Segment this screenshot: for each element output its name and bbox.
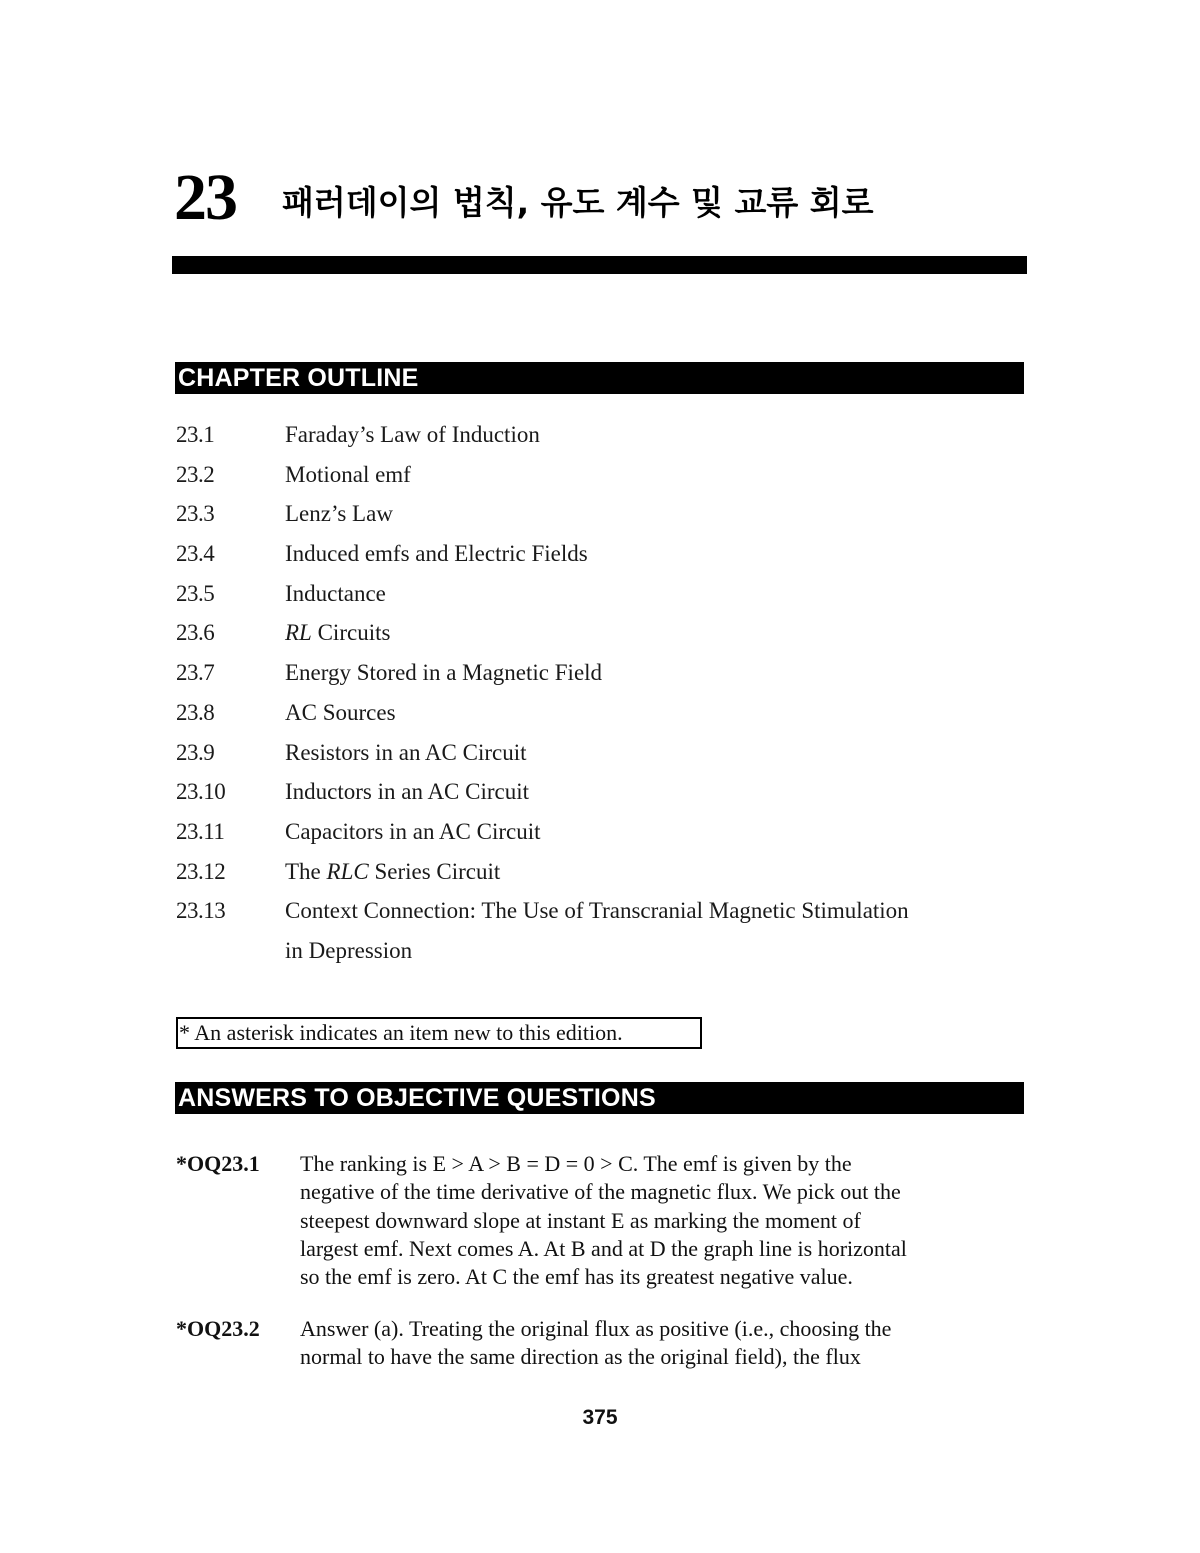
outline-item-number: 23.13 (176, 898, 226, 924)
outline-item-number: 23.11 (176, 818, 225, 844)
answer-body (300, 1315, 1020, 1372)
answer-line: normal to have the same direction as the original field), the flux (300, 1344, 861, 1370)
outline-item-number: 23.7 (176, 660, 215, 686)
outline-item (176, 653, 1016, 693)
answer-line: steepest downward slope at instant E as marking the moment of (300, 1207, 861, 1233)
answers-heading: ANSWERS TO OBJECTIVE QUESTIONS (178, 1084, 656, 1112)
chapter-outline-heading: CHAPTER OUTLINE (178, 364, 419, 392)
outline-item (176, 574, 1016, 614)
outline-item-number: 23.10 (176, 779, 226, 805)
outline-item-number: 23.4 (176, 541, 215, 567)
chapter-title: 패러데이의 법칙, 유도 계수 및 교류 회로 (282, 183, 874, 222)
answers-heading-bar (175, 1082, 1024, 1114)
answer-line: so the emf is zero. At C the emf has its greatest negative value. (300, 1264, 853, 1290)
outline-item-number: 23.1 (176, 422, 215, 447)
outline-item-title: Induced emfs and Electric Fields (285, 541, 588, 567)
asterisk-note-box: * An asterisk indicates an item new to this edition. (176, 1017, 702, 1049)
answer-label: *OQ23.2 (176, 1316, 260, 1341)
outline-item-title: Energy Stored in a Magnetic Field (285, 660, 603, 686)
outline-item-number: 23.12 (176, 858, 226, 884)
outline-item-title-continuation: in Depression (285, 937, 413, 963)
answer-line: negative of the time derivative of the magnetic flux. We pick out the (300, 1179, 901, 1205)
page-number: 375 (582, 1406, 618, 1429)
outline-item (176, 494, 1016, 534)
outline-item-number: 23.5 (176, 580, 215, 606)
chapter-number: 23 (174, 161, 236, 234)
outline-item-continuation (176, 931, 1016, 971)
outline-item-title: RL Circuits (285, 620, 391, 646)
outline-item (176, 812, 1016, 852)
outline-item-number: 23.6 (176, 620, 215, 646)
chapter-outline-list (176, 415, 1016, 971)
outline-item-title: Resistors in an AC Circuit (285, 739, 527, 765)
outline-item-title: The RLC Series Circuit (285, 858, 501, 884)
outline-item (176, 415, 1016, 455)
outline-item-title: Capacitors in an AC Circuit (285, 818, 541, 844)
outline-item-title: Inductance (285, 580, 386, 606)
answer-body (300, 1150, 1020, 1291)
answer-line: largest emf. Next comes A. At B and at D the graph line is horizontal (300, 1235, 907, 1261)
outline-item (176, 613, 1016, 653)
answer-label: *OQ23.1 (176, 1151, 260, 1176)
outline-item (176, 772, 1016, 812)
chapter-title-rule (172, 256, 1027, 274)
outline-item-title: Lenz’s Law (285, 501, 393, 527)
outline-item-title: Motional emf (285, 461, 411, 487)
outline-item (176, 693, 1016, 733)
outline-item (176, 852, 1016, 892)
outline-item-number: 23.2 (176, 461, 215, 487)
outline-item-title: Faraday’s Law of Induction (285, 422, 540, 447)
outline-item (176, 891, 1016, 931)
answer-line: Answer (a). Treating the original flux as positive (i.e., choosing the (300, 1316, 892, 1341)
outline-item-title: AC Sources (285, 699, 396, 725)
outline-item-number: 23.9 (176, 739, 215, 765)
outline-item-number: 23.3 (176, 501, 215, 527)
outline-item (176, 733, 1016, 773)
answer-line: The ranking is E > A > B = D = 0 > C. The emf is given by the (300, 1151, 852, 1176)
outline-item (176, 534, 1016, 574)
outline-item-title: Inductors in an AC Circuit (285, 779, 530, 805)
outline-item-title: Context Connection: The Use of Transcranial Magnetic Stimulation (285, 898, 909, 924)
outline-item-number: 23.8 (176, 699, 215, 725)
chapter-outline-heading-bar (175, 362, 1024, 394)
outline-item (176, 455, 1016, 495)
